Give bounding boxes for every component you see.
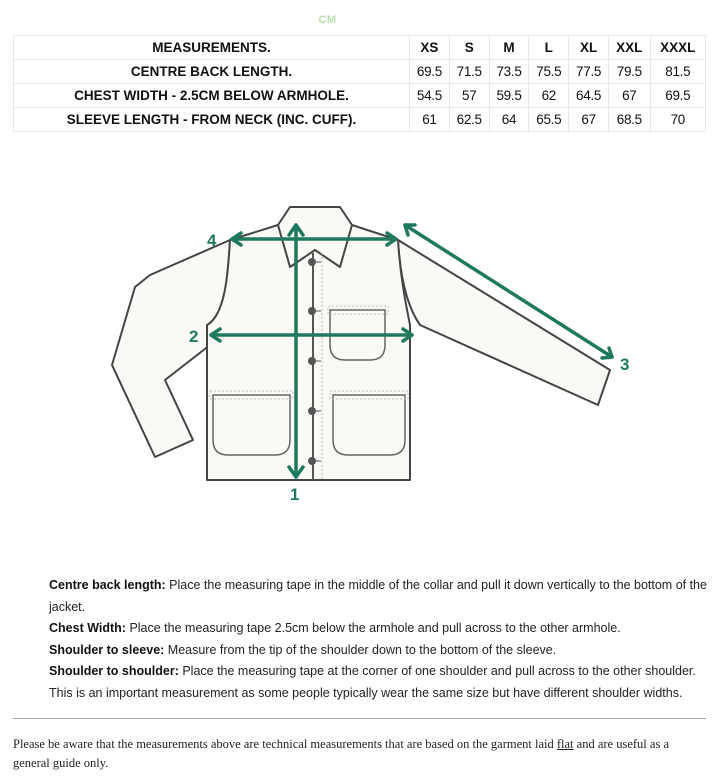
marker-4: 4 xyxy=(207,231,217,250)
measurement-notes xyxy=(49,575,709,705)
cell: 64.5 xyxy=(569,84,609,108)
cell: 77.5 xyxy=(569,60,609,84)
cell: 62.5 xyxy=(449,108,489,132)
disclaimer-text: Please be aware that the measurements above are technical measurements that are based on the garment laid xyxy=(13,737,557,751)
note-text: Measure from the tip of the shoulder down to the bottom of the sleeve. xyxy=(164,642,557,657)
cell: 61 xyxy=(410,108,450,132)
header-label: MEASUREMENTS. xyxy=(14,36,410,60)
table-row xyxy=(14,84,706,108)
table-row xyxy=(14,108,706,132)
size-xxl: XXL xyxy=(608,36,650,60)
size-xl: XL xyxy=(569,36,609,60)
row-label: SLEEVE LENGTH - FROM NECK (INC. CUFF). xyxy=(14,108,410,132)
note-chest xyxy=(49,618,709,640)
note-term: Chest Width: xyxy=(49,621,126,636)
note-text: Place the measuring tape in the middle of the collar and pull it down vertically to the bottom of the jacket. xyxy=(49,578,707,614)
note-term: Shoulder to shoulder: xyxy=(49,664,179,679)
note-text: Place the measuring tape at the corner of one shoulder and pull across to the other shoulder. This is an important measurement as some people typically wear the same size but have different shoulder widths. xyxy=(49,664,696,700)
marker-3: 3 xyxy=(620,355,630,374)
cell: 57 xyxy=(449,84,489,108)
cell: 73.5 xyxy=(489,60,529,84)
cell: 69.5 xyxy=(650,84,705,108)
note-text: Place the measuring tape 2.5cm below the armhole and pull across to the other armhole. xyxy=(125,621,621,636)
cell: 79.5 xyxy=(608,60,650,84)
table-header-row xyxy=(14,36,706,60)
cell: 67 xyxy=(608,84,650,108)
row-label: CENTRE BACK LENGTH. xyxy=(14,60,410,84)
size-xxxl: XXXL xyxy=(650,36,705,60)
note-term: Centre back length: xyxy=(49,578,166,592)
cell: 68.5 xyxy=(608,108,650,132)
cell: 67 xyxy=(569,108,609,132)
unit-label: CM xyxy=(318,14,337,26)
size-l: L xyxy=(529,36,569,60)
disclaimer-text: and are useful as a general guide only. xyxy=(13,737,669,770)
cell: 62 xyxy=(529,84,569,108)
marker-2: 2 xyxy=(189,327,199,346)
note-term: Shoulder to sleeve: xyxy=(49,642,165,657)
note-centre-back xyxy=(49,575,709,618)
right-sleeve xyxy=(398,240,610,405)
marker-1: 1 xyxy=(290,485,300,504)
cell: 69.5 xyxy=(410,60,450,84)
cell: 54.5 xyxy=(410,84,450,108)
divider xyxy=(13,718,706,719)
cell: 71.5 xyxy=(449,60,489,84)
size-chart-table xyxy=(13,35,706,132)
cell: 64 xyxy=(489,108,529,132)
cell: 75.5 xyxy=(529,60,569,84)
size-s: S xyxy=(449,36,489,60)
cell: 70 xyxy=(650,108,705,132)
note-shoulder-shoulder xyxy=(49,661,709,704)
cell: 81.5 xyxy=(650,60,705,84)
row-label: CHEST WIDTH - 2.5CM BELOW ARMHOLE. xyxy=(14,84,410,108)
size-xs: XS xyxy=(410,36,450,60)
cell: 59.5 xyxy=(489,84,529,108)
note-shoulder-sleeve xyxy=(49,640,709,662)
jacket-measurement-diagram xyxy=(100,195,660,515)
cell: 65.5 xyxy=(529,108,569,132)
flat-link[interactable]: flat xyxy=(556,737,574,751)
size-m: M xyxy=(489,36,529,60)
disclaimer xyxy=(13,735,703,773)
table-row xyxy=(14,60,706,84)
